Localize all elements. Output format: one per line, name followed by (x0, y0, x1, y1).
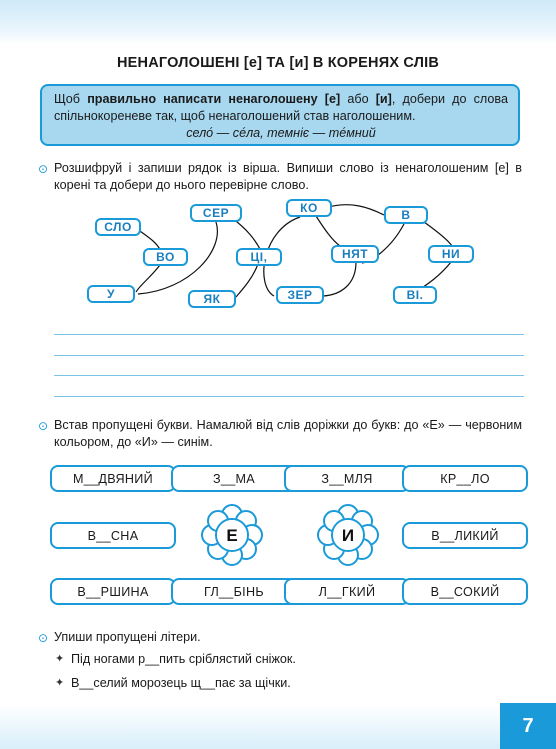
syllable-box: СЕР (190, 204, 242, 222)
syllable-box: СЛО (95, 218, 141, 236)
syllable-box: ВО (143, 248, 188, 266)
task-3 (38, 629, 522, 647)
syllable-box: НИ (428, 245, 474, 263)
syllable-box: ЗЕР (276, 286, 324, 304)
writing-line[interactable] (54, 396, 524, 397)
flower-letter-y[interactable] (317, 504, 379, 566)
syllable-box: ВІ. (393, 286, 437, 304)
connector-line (420, 262, 451, 289)
word-box[interactable]: Л__ГКИЙ (284, 578, 410, 605)
target-circle-icon: ⊙ (38, 162, 49, 176)
rule-text-1: Щоб (54, 92, 88, 106)
exercise-line-1-text[interactable]: Під ногами р__пить сріблястий сніжок. (71, 652, 296, 666)
word-box[interactable]: М__ДВЯНИЙ (50, 465, 176, 492)
syllable-box: ЯК (188, 290, 236, 308)
syllable-box: НЯТ (331, 245, 379, 263)
rule-text-2: або (340, 92, 376, 106)
rule-text-3: , добери до слова спільнокореневе так, щоб ненаголошений став наголошеним. (54, 92, 508, 123)
writing-line[interactable] (54, 375, 524, 376)
exercise-line-2 (55, 676, 291, 690)
syllable-box: КО (286, 199, 332, 217)
connector-line (236, 264, 258, 297)
flower-letter-e[interactable] (201, 504, 263, 566)
word-box[interactable]: КР__ЛО (402, 465, 528, 492)
connector-line (316, 216, 340, 246)
four-point-star-icon: ✦ (55, 653, 65, 665)
task-2 (38, 417, 522, 451)
connector-line (325, 205, 384, 215)
word-box[interactable]: ГЛ__БІНЬ (171, 578, 297, 605)
word-box[interactable]: З__МЛЯ (284, 465, 410, 492)
target-circle-icon: ⊙ (38, 631, 49, 645)
task-2-text: Встав пропущені букви. Намалюй від слів доріжки до букв: до «Е» — червоним кольором, до «И» — синім. (54, 418, 522, 449)
exercise-line-1 (55, 652, 296, 666)
rule-example: село́ — се́ла, темніє — те́мний (186, 126, 376, 140)
writing-line[interactable] (54, 355, 524, 356)
connector-line (424, 222, 452, 246)
word-box[interactable]: В__СНА (50, 522, 176, 549)
letter-y: И (341, 526, 355, 545)
writing-line[interactable] (54, 334, 524, 335)
four-point-star-icon: ✦ (55, 677, 65, 689)
word-box[interactable]: В__РШИНА (50, 578, 176, 605)
syllable-box: ЦІ, (236, 248, 282, 266)
syllable-box: У (87, 285, 135, 303)
word-box[interactable]: В__ЛИКИЙ (402, 522, 528, 549)
letter-e: Е (226, 526, 238, 545)
exercise-line-2-text[interactable]: В__селий морозець щ__пає за щічки. (71, 676, 291, 690)
page-number: 7 (500, 703, 556, 749)
syllable-box: В (384, 206, 428, 224)
rule-bold-1: правильно написати ненаголошену [е] (87, 92, 341, 106)
task-1-text: Розшифруй і запиши рядок із вірша. Випиши слово із ненаголошеним [е] в корені та добери до нього перевірне слово. (54, 161, 522, 192)
target-circle-icon: ⊙ (38, 419, 49, 433)
connector-line (136, 265, 160, 292)
connector-line (232, 218, 260, 249)
rule-bold-2: [и] (375, 92, 392, 106)
page-title: НЕНАГОЛОШЕНІ [е] ТА [и] В КОРЕНЯХ СЛІВ (117, 55, 439, 71)
task-3-text: Упиши пропущені літери. (54, 630, 201, 644)
word-box[interactable]: В__СОКИЙ (402, 578, 528, 605)
word-box[interactable]: З__МА (171, 465, 297, 492)
connector-line (323, 262, 356, 296)
